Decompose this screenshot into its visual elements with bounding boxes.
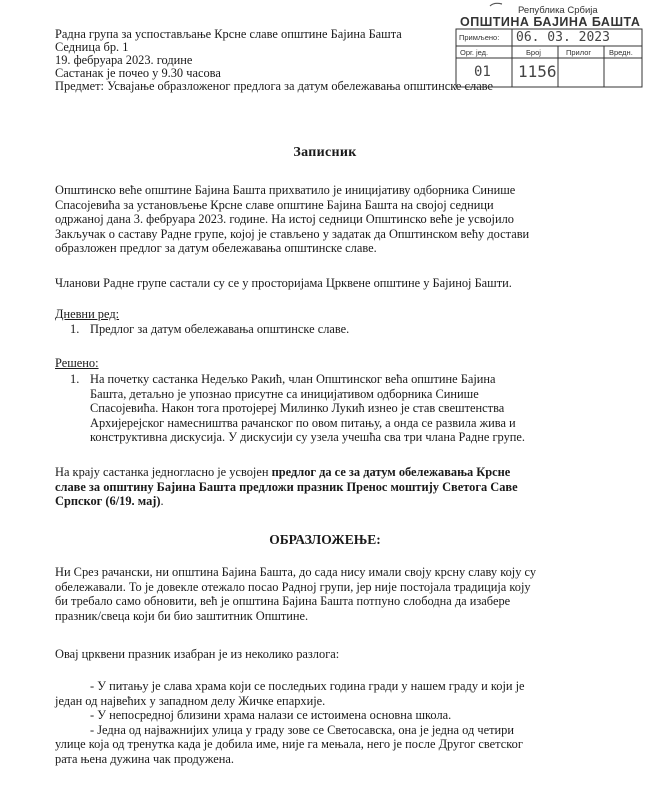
- reason-line: - У непосредној близини храма налази се истоимена основна школа.: [90, 708, 452, 722]
- reasoning-line: Ни Срез рачански, ни општина Бајина Башта, до сада нису имали своју крсну славу коју су: [55, 565, 537, 579]
- stamp-label-number: Број: [526, 48, 541, 57]
- members-paragraph: [55, 276, 600, 291]
- registry-stamp: [432, 2, 644, 90]
- session-start-time: Састанак је почео у 9.30 часова: [55, 66, 221, 80]
- conclusion-paragraph: [55, 465, 600, 509]
- decided-item-number: 1.: [70, 372, 80, 386]
- decided-line: На почетку састанка Недељко Ракић, члан Општинског већа општине Бајина: [90, 372, 496, 386]
- stamp-label-attachment: Прилог: [566, 48, 592, 57]
- stamp-label-org: Орг. јед.: [460, 48, 489, 57]
- intro-line: Општинско веће општине Бајина Башта прихватило је иницијативу одборника Синише: [55, 183, 516, 197]
- agenda-heading-text: Дневни ред:: [55, 307, 120, 321]
- reason-line: - Једна од најважнијих улица у граду зове се Светосавска, она је једна од четири: [90, 722, 514, 737]
- decided-heading: [55, 356, 600, 371]
- intro-line: Закључак о саставу Радне групе, којој је стављено у задатак да Општинском већу достави: [55, 226, 530, 241]
- conclusion-proposal: Српског (6/19. мај): [55, 494, 161, 508]
- reasoning-paragraph: [55, 565, 600, 623]
- intro-line: Спасојевића за установљење Крсне славе општине Бајина Башта на својој седници: [55, 197, 494, 212]
- reason-line: - У питању је слава храма који се последњих година гради у нашем граду и који је: [90, 679, 525, 693]
- reasons-intro-line: Овај црквени празник изабран је из неколико разлога:: [55, 647, 340, 661]
- conclusion-period: .: [160, 494, 164, 508]
- working-group-name: Радна група за успостављање Крсне славе општине Бајина Башта: [55, 27, 402, 41]
- reason-line: рата њена дужина чак продужена.: [55, 751, 234, 766]
- decided-line: Башта, детаљно је упознао присутне са иницијативом одборника Синише: [90, 386, 479, 401]
- agenda-item-text: Предлог за датум обележавања општинске славе.: [90, 322, 350, 336]
- session-number: Седница бр. 1: [55, 40, 129, 54]
- session-date: 19. фебруара 2023. године: [55, 53, 193, 67]
- agenda-heading: [55, 307, 600, 322]
- decided-line: Архијерејског намесништва рачанског по овом питању, а онда се развила жива и: [90, 415, 516, 430]
- reasoning-line: би требало само обновити, већ је општина Бајина Башта потпуно слободна да изабере: [55, 594, 511, 608]
- conclusion-text: На крају састанка једногласно је усвојен: [55, 465, 272, 479]
- intro-paragraph: [55, 183, 600, 256]
- members-line: Чланови Радне групе састали су се у просторијама Црквене општине у Бајиној Башти.: [55, 276, 512, 290]
- stamp-republic: Република Србија: [518, 5, 598, 16]
- stamp-registry-number: 1156: [518, 62, 557, 81]
- conclusion-proposal: предлог да се за датум обележавања Крсне: [271, 465, 511, 479]
- subject-line: Предмет: Усвајање образложеног предлога за датум обележавања општинске славе: [55, 79, 493, 93]
- decided-line: конструктивна дискусија. У дискусији су узела учешћа сва три члана Радне групе.: [90, 430, 526, 444]
- intro-line: образложен предлог за датум обележавања општинске славе.: [55, 241, 377, 255]
- document-title: Записник: [293, 145, 357, 160]
- intro-line: одржаној дана 3. фебруара 2023. године. На истој седници Општинско веће је усвојило: [55, 212, 514, 226]
- reasoning-line: празник/свеца који би био заштитник Општине.: [55, 608, 309, 623]
- reasoning-title: ОБРАЗЛОЖЕЊЕ:: [269, 532, 381, 547]
- stamp-label-value: Вредн.: [609, 48, 633, 57]
- decided-heading-text: Решено:: [55, 356, 99, 370]
- reasons-intro: [55, 647, 600, 662]
- reasoning-line: обележавали. То је довекле отежало посао Радној групи, јер није постојала традиција коју: [55, 579, 531, 594]
- reason-line: улице која од тренутка када је добила име, није га мењала, него је после Другог светског: [55, 737, 523, 751]
- stamp-date: 06. 03. 2023: [516, 30, 610, 45]
- agenda-item-number: 1.: [70, 322, 80, 336]
- stamp-office: ОПШТИНА БАЈИНА БАШТА: [460, 15, 641, 29]
- conclusion-proposal: славе за општину Бајина Башта предложи празник Пренос моштију Светога Саве: [55, 479, 518, 494]
- reasons-list: [55, 679, 600, 766]
- reason-line: један од највећих у западном делу Жичке епархије.: [55, 693, 326, 708]
- stamp-label-received: Примљено:: [459, 33, 500, 42]
- decided-item-text: [90, 372, 525, 445]
- stamp-org-code: 01: [474, 64, 491, 80]
- decided-line: Спасојевића. Након тога протојереј Милинко Лукић изнео је став свештенства: [90, 401, 505, 415]
